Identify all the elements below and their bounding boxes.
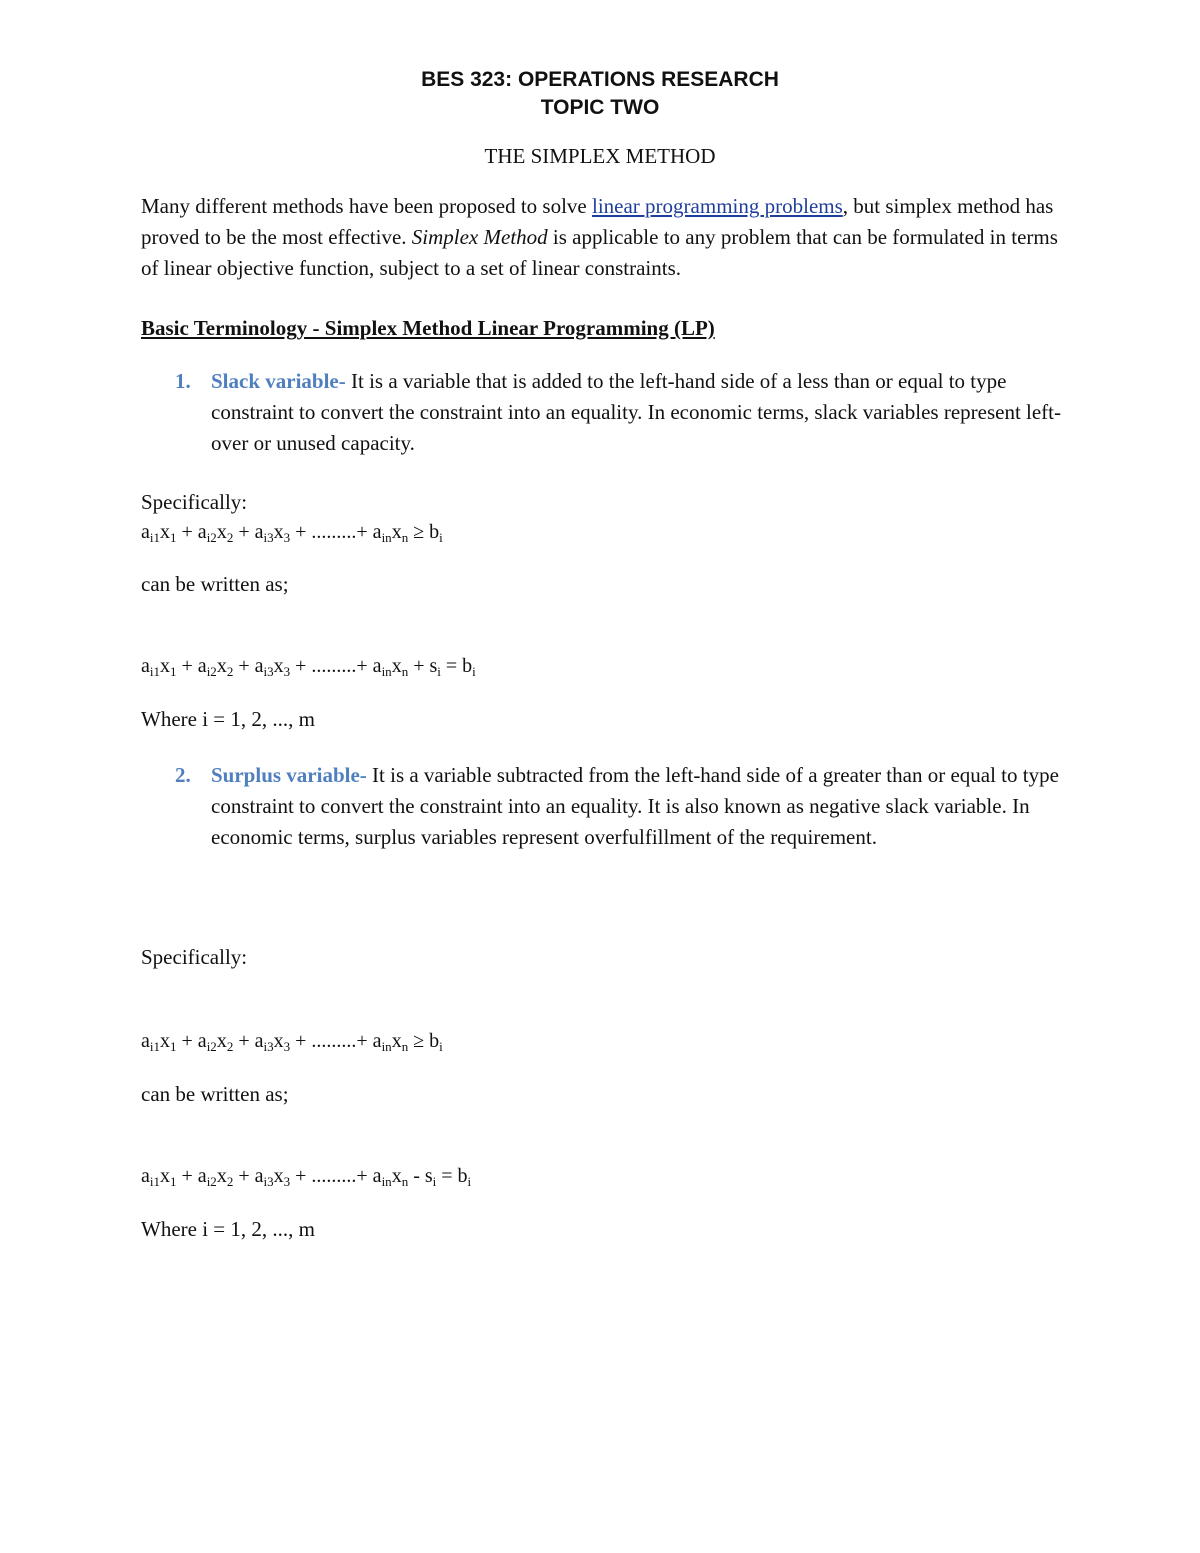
term-surplus-variable: Surplus variable- bbox=[211, 763, 367, 787]
eq-a: a bbox=[197, 1165, 207, 1187]
eq-sub: i2 bbox=[206, 530, 217, 545]
eq-sub: 3 bbox=[283, 664, 291, 679]
eq-b: b bbox=[462, 655, 473, 677]
list-item-slack bbox=[141, 366, 1071, 459]
eq-sub: in bbox=[381, 1039, 392, 1054]
eq-x: x bbox=[273, 1030, 284, 1052]
eq-sub: n bbox=[401, 664, 409, 679]
eq-a: a bbox=[197, 655, 207, 677]
eq-slack-term: + s bbox=[408, 655, 438, 677]
slack-can-be-written: can be written as; bbox=[141, 572, 289, 596]
eq-x: x bbox=[273, 655, 284, 677]
eq-sub: i bbox=[437, 664, 441, 679]
eq-sub: i2 bbox=[206, 1039, 217, 1054]
eq-sub: i2 bbox=[206, 664, 217, 679]
eq-a: a bbox=[372, 655, 382, 677]
eq-a: a bbox=[254, 1165, 264, 1187]
eq-dots: + .........+ bbox=[290, 1165, 373, 1187]
linear-programming-link[interactable]: linear programming problems bbox=[592, 194, 843, 218]
eq-b: b bbox=[429, 1030, 440, 1052]
eq-geq: ≥ bbox=[408, 1030, 430, 1052]
eq-sub: n bbox=[401, 530, 409, 545]
eq-sub: i1 bbox=[149, 1174, 161, 1189]
method-title: THE SIMPLEX METHOD bbox=[484, 144, 716, 168]
list-number: 1. bbox=[175, 369, 191, 393]
eq-sub: 2 bbox=[226, 664, 234, 679]
eq-surplus-term: - s bbox=[408, 1165, 433, 1187]
eq-plus: + bbox=[176, 655, 198, 677]
eq-equals: = bbox=[436, 1165, 458, 1187]
eq-sub: 2 bbox=[226, 1174, 234, 1189]
eq-sub: 1 bbox=[170, 1039, 177, 1054]
eq-dots: + .........+ bbox=[290, 655, 373, 677]
eq-x: x bbox=[391, 1165, 402, 1187]
definition-text: It is a variable subtracted from the left-hand side of a greater than or equal to type constraint to convert the constraint into an equality. It is also known as negative slack variable. In economic terms, surplus variables represent overfulfillment of the requirement. bbox=[211, 763, 1059, 849]
surplus-can-be-written: can be written as; bbox=[141, 1082, 289, 1106]
eq-a: a bbox=[141, 521, 150, 543]
course-title: BES 323: OPERATIONS RESEARCH bbox=[421, 68, 779, 91]
list-item-body bbox=[211, 760, 1071, 853]
list-item-surplus bbox=[141, 760, 1071, 853]
eq-sub: 1 bbox=[170, 664, 177, 679]
eq-a: a bbox=[141, 1030, 150, 1052]
eq-x: x bbox=[273, 1165, 284, 1187]
eq-x: x bbox=[160, 521, 171, 543]
topic-title: TOPIC TWO bbox=[540, 96, 660, 119]
eq-sub: in bbox=[381, 530, 392, 545]
eq-plus: + bbox=[233, 655, 255, 677]
eq-a: a bbox=[372, 521, 382, 543]
eq-equals: = bbox=[440, 655, 463, 677]
eq-sub: i2 bbox=[206, 1174, 217, 1189]
eq-sub: i3 bbox=[263, 1039, 274, 1054]
eq-sub: 3 bbox=[283, 530, 291, 545]
eq-sub: i3 bbox=[263, 1174, 274, 1189]
eq-x: x bbox=[391, 655, 402, 677]
eq-x: x bbox=[391, 521, 402, 543]
intro-paragraph bbox=[141, 191, 1061, 284]
eq-sub: n bbox=[401, 1174, 409, 1189]
eq-a: a bbox=[254, 521, 264, 543]
eq-a: a bbox=[372, 1165, 382, 1187]
eq-b: b bbox=[457, 1165, 468, 1187]
eq-x: x bbox=[160, 1165, 171, 1187]
eq-sub: n bbox=[401, 1039, 409, 1054]
eq-sub: in bbox=[381, 664, 392, 679]
eq-x: x bbox=[160, 655, 171, 677]
eq-dots: + .........+ bbox=[290, 1030, 373, 1052]
intro-text-3: is applicable to any problem that can be formulated in terms of linear objective function, subject to a set of linear constraints. bbox=[141, 225, 1058, 280]
eq-sub: in bbox=[381, 1174, 392, 1189]
eq-x: x bbox=[273, 521, 284, 543]
eq-sub: i bbox=[467, 1174, 472, 1189]
eq-plus: + bbox=[233, 1165, 255, 1187]
eq-sub: 3 bbox=[283, 1174, 291, 1189]
surplus-inequality bbox=[141, 1027, 443, 1055]
intro-emphasis: Simplex Method bbox=[411, 225, 548, 249]
eq-dots: + .........+ bbox=[290, 521, 373, 543]
eq-sub: i3 bbox=[263, 530, 274, 545]
slack-equality bbox=[141, 652, 476, 680]
eq-a: a bbox=[197, 521, 207, 543]
eq-sub: 2 bbox=[226, 530, 234, 545]
intro-text-2: , but simplex method has proved to be the most effective. bbox=[141, 194, 1054, 249]
eq-sub: i1 bbox=[149, 1039, 161, 1054]
slack-inequality bbox=[141, 518, 443, 546]
eq-a: a bbox=[197, 1030, 207, 1052]
eq-sub: 1 bbox=[170, 530, 177, 545]
eq-a: a bbox=[254, 1030, 264, 1052]
slack-specifically: Specifically: bbox=[141, 490, 248, 514]
eq-a: a bbox=[141, 655, 150, 677]
eq-x: x bbox=[216, 655, 227, 677]
eq-sub: i bbox=[472, 664, 476, 679]
eq-plus: + bbox=[233, 521, 255, 543]
eq-geq: ≥ bbox=[408, 521, 430, 543]
slack-where: Where i = 1, 2, ..., m bbox=[141, 707, 315, 731]
eq-sub: i1 bbox=[149, 530, 161, 545]
eq-x: x bbox=[160, 1030, 171, 1052]
surplus-where: Where i = 1, 2, ..., m bbox=[141, 1217, 315, 1241]
surplus-specifically: Specifically: bbox=[141, 945, 248, 969]
eq-x: x bbox=[216, 1030, 227, 1052]
eq-x: x bbox=[216, 521, 227, 543]
eq-x: x bbox=[391, 1030, 402, 1052]
eq-sub: 1 bbox=[170, 1174, 177, 1189]
surplus-equality bbox=[141, 1162, 471, 1190]
eq-a: a bbox=[254, 655, 264, 677]
eq-sub: i bbox=[432, 1174, 437, 1189]
eq-x: x bbox=[216, 1165, 227, 1187]
eq-sub: 2 bbox=[226, 1039, 234, 1054]
eq-sub: 3 bbox=[283, 1039, 291, 1054]
list-number: 2. bbox=[175, 763, 191, 787]
eq-sub: i bbox=[439, 530, 443, 545]
section-heading: Basic Terminology - Simplex Method Linear Programming (LP) bbox=[141, 316, 715, 340]
eq-sub: i1 bbox=[149, 664, 161, 679]
eq-plus: + bbox=[233, 1030, 255, 1052]
term-slack-variable: Slack variable- bbox=[211, 369, 346, 393]
definition-text: It is a variable that is added to the left-hand side of a less than or equal to type constraint to convert the constraint into an equality. In economic terms, slack variables represent left-over or unused capacity. bbox=[211, 369, 1062, 455]
eq-plus: + bbox=[176, 1165, 198, 1187]
eq-a: a bbox=[372, 1030, 382, 1052]
eq-plus: + bbox=[176, 521, 198, 543]
list-item-body bbox=[211, 366, 1071, 459]
intro-text-1: Many different methods have been proposed to solve bbox=[141, 194, 592, 218]
eq-b: b bbox=[429, 521, 440, 543]
eq-sub: i3 bbox=[263, 664, 274, 679]
eq-a: a bbox=[141, 1165, 150, 1187]
eq-sub: i bbox=[439, 1039, 443, 1054]
eq-plus: + bbox=[176, 1030, 198, 1052]
